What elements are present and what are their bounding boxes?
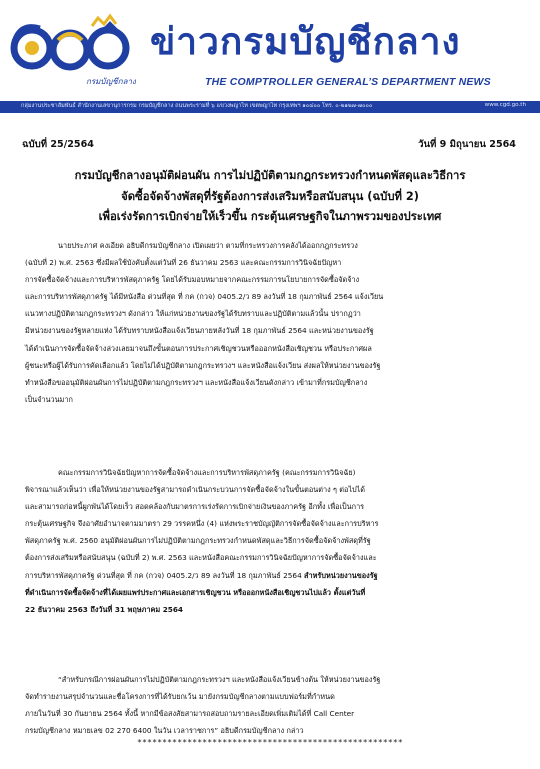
issue-date: วันที่ 9 มิถุนายน 2564 — [418, 139, 516, 150]
text-line: “สำหรับกรณีการผ่อนผันการไม่ปฏิบัติตามกฎกระทรวงฯ และหนังสือแจ้งเวียนข้างต้น ให้หน่วยงานของรัฐ — [58, 675, 381, 684]
emphasis-text: สำหรับหน่วยงานของรัฐ — [304, 570, 378, 580]
text-line: ภายในวันที่ 30 กันยายน 2564 ทั้งนี้ หากมีข้อสงสัยสามารถสอบถามรายละเอียดเพิ่มเติมได้ที่ Call Center — [25, 709, 355, 719]
text-line: พิจารณาแล้วเห็นว่า เพื่อให้หน่วยงานของรัฐสามารถดำเนินกระบวนการจัดซื้อจัดจ้างในขั้นตอนต่าง ๆ ต่อไปได้ — [25, 485, 366, 495]
masthead-title: ข่าวกรมบัญชีกลาง — [150, 20, 461, 63]
text-line: (ฉบับที่ 2) พ.ศ. 2563 ซึ่งมีผลใช้บังคับตั้งแต่วันที่ 26 ธันวาคม 2563 และคณะกรรมการวินิจฉัยปัญหา — [25, 258, 342, 268]
masthead — [0, 0, 540, 96]
text-line: เป็นจำนวนมาก — [25, 394, 73, 404]
paragraph-3 — [25, 671, 515, 739]
text-line: และการบริหารพัสดุภาครัฐ ได้มีหนังสือ ด่วนที่สุด ที่ กค (กวจ) 0405.2/ว 89 ลงวันที่ 18 กุมภาพันธ์ 2564 แจ้งเวียน — [25, 292, 384, 302]
emphasis-line: 22 ธันวาคม 2563 ถึงวันที่ 31 พฤษภาคม 2564 — [25, 604, 184, 614]
text-line: มีหน่วยงานของรัฐหลายแห่ง ได้รับทราบหนังสือแจ้งเวียนภายหลังวันที่ 18 กุมภาพันธ์ 2564 และหน่วยงานของรัฐ — [25, 326, 374, 336]
text-line: ผู้ชนะหรือผู้ได้รับการคัดเลือกแล้ว โดยไม่ได้ปฏิบัติตามกฎกระทรวงฯ และหนังสือแจ้งเวียน ส่งผลให้หน่วยงานของรัฐ — [25, 360, 381, 370]
text-line: และสามารถก่อหนี้ผูกพันได้โดยเร็ว สอดคล้องกับมาตรการเร่งรัดการเบิกจ่ายเงินของภาครัฐ อีกทั้ง เพื่อเป็นการ — [25, 502, 365, 512]
paragraph-1 — [25, 237, 515, 408]
end-divider: ***************************************************** — [137, 738, 403, 747]
text-line: กระตุ้นเศรษฐกิจ จึงอาศัยอำนาจตามมาตรา 29 วรรคหนึ่ง (4) แห่งพระราชบัญญัติการจัดซื้อจัดจ้างและการบริหาร — [25, 519, 379, 529]
text-segment: การบริหารพัสดุภาครัฐ ด่วนที่สุด ที่ กค (กวจ) 0405.2/ว 89 ลงวันที่ 18 กุมภาพันธ์ 2564 — [25, 570, 302, 580]
text-line: ได้ดำเนินการจัดซื้อจัดจ้างล่วงเลยมาจนถึงขั้นตอนการประกาศเชิญชวนหรือออกหนังสือเชิญชวน หรือประกาศผล — [25, 343, 372, 353]
text-line: นายประภาศ คงเอียด อธิบดีกรมบัญชีกลาง เปิดเผยว่า ตามที่กระทรวงการคลังได้ออกกฎกระทรวง — [58, 241, 358, 250]
issue-number: ฉบับที่ 25/2564 — [22, 139, 94, 150]
text-line: ต้องการส่งเสริมหรือสนับสนุน (ฉบับที่ 2) พ.ศ. 2563 และหนังสือคณะกรรมการวินิจฉัยปัญหาการจัดซื้อจัดจ้างและ — [25, 553, 377, 563]
website-link[interactable]: www.cgd.go.th — [484, 102, 526, 108]
headline-line: เพื่อเร่งรัดการเบิกจ่ายให้เร็วขึ้น กระตุ้นเศรษฐกิจในภาพรวมของประเทศ — [98, 210, 442, 223]
anniversary-logo-icon — [8, 12, 136, 92]
text-line: แนวทางปฏิบัติตามกฎกระทรวงฯ ดังกล่าว ให้แก่หน่วยงานของรัฐได้รับทราบและปฏิบัติตามแล้วนั้น ปรากฏว่า — [25, 309, 361, 319]
text-line: คณะกรรมการวินิจฉัยปัญหาการจัดซื้อจัดจ้างและการบริหารพัสดุภาครัฐ (คณะกรรมการวินิจฉัย) — [58, 468, 356, 477]
headline — [30, 166, 510, 228]
logo-caption: กรมบัญชีกลาง — [86, 77, 136, 86]
paragraph-2 — [25, 464, 515, 618]
masthead-subtitle: THE COMPTROLLER GENERAL’S DEPARTMENT NEWS — [205, 76, 491, 88]
address-bar — [0, 101, 540, 113]
text-line: จัดทำรายงานสรุปจำนวนและชื่อโครงการที่ได้รับยกเว้น มายังกรมบัญชีกลางตามแบบฟอร์มที่กำหนด — [25, 692, 335, 702]
emphasis-line: ที่ดำเนินการจัดซื้อจัดจ้างที่ได้เผยแพร่ประกาศและเอกสารเชิญชวน หรือออกหนังสือเชิญชวนไปแล้ว ตั้งแต่วันที่ — [25, 587, 366, 597]
headline-line: จัดซื้อจัดจ้างพัสดุที่รัฐต้องการส่งเสริมหรือสนับสนุน (ฉบับที่ 2) — [121, 189, 419, 203]
text-line: ทำหนังสือขออนุมัติผ่อนผันการไม่ปฏิบัติตามกฎกระทรวงฯ และหนังสือแจ้งเวียนดังกล่าว เข้ามาที่กรมบัญชีกลาง — [25, 377, 368, 387]
address-text: กลุ่มงานประชาสัมพันธ์ สำนักงานเลขานุการกรม กรมบัญชีกลาง ถนนพระรามที่ ๖ แขวงพญาไท เขตพญาไท กรุงเทพฯ ๑๐๔๐๐ โทร. ๐-๒๑๒๗-๗๐๐๐ — [21, 103, 373, 109]
text-line — [25, 567, 515, 584]
text-line: พัสดุภาครัฐ พ.ศ. 2560 อนุมัติผ่อนผันการไม่ปฏิบัติตามกฎกระทรวงกำหนดพัสดุและวิธีการจัดซื้อจัดจ้างพัสดุที่รัฐ — [25, 536, 371, 546]
headline-line: กรมบัญชีกลางอนุมัติผ่อนผัน การไม่ปฏิบัติตามกฎกระทรวงกำหนดพัสดุและวิธีการ — [74, 169, 466, 182]
text-line: การจัดซื้อจัดจ้างและการบริหารพัสดุภาครัฐ โดยได้รับมอบหมายจากคณะกรรมการนโยบายการจัดซื้อจัดจ้าง — [25, 275, 360, 285]
text-line: กรมบัญชีกลาง หมายเลข 02 270 6400 ในวัน เวลาราชการ” อธิบดีกรมบัญชีกลาง กล่าว — [25, 726, 304, 736]
